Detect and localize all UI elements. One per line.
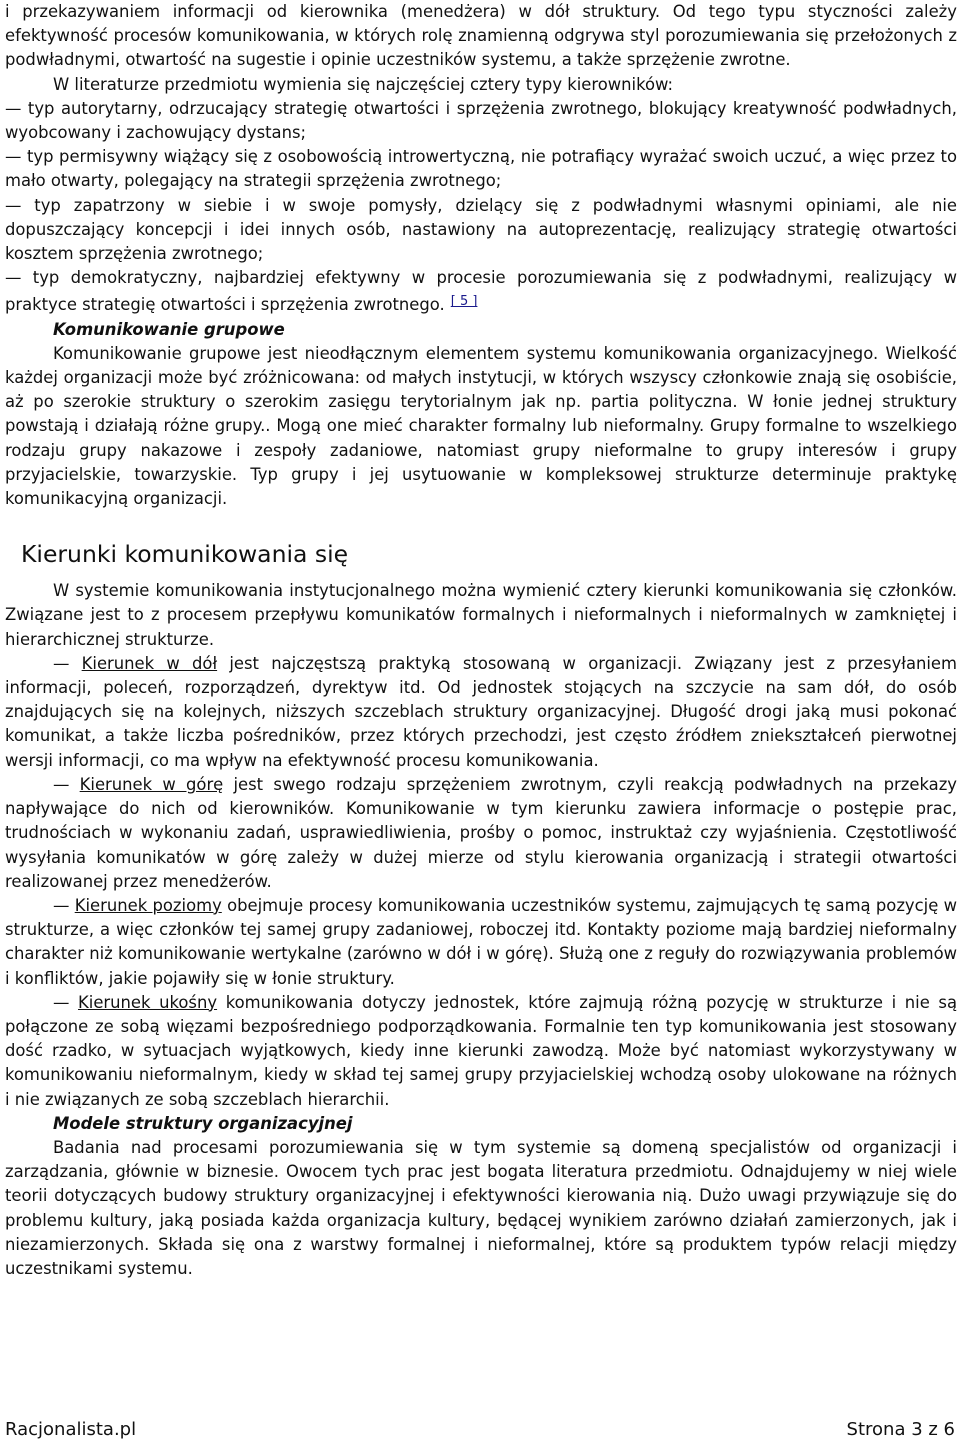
manager-type-autocratic: — typ autorytarny, odrzucający strategię otwartości i sprzężenia zwrotnego, blokujący kreatywność podwładnych, wyobcowany i zachowujący dystans; <box>5 98 957 143</box>
manager-types-intro: W literaturze przedmiotu wymienia się najczęściej cztery typy kierowników: <box>53 74 674 94</box>
manager-type-self-focused: — typ zapatrzony w siebie i w swoje pomysły, dzielący się z podwładnymi własnymi opiniami, ale nie dopuszczający koncepcji i idei innych osób, nastawiony na autoprezentację, realizujący strategię otwartości kosztem sprzężenia zwrotnego; <box>5 195 957 264</box>
direction-up-text: jest swego rodzaju sprzężeniem zwrotnym, czyli reakcją podwładnych na przekazy napływające do nich od kierowników. Komunikowanie w tym kierunku zawiera informacje o postępie prac, trudnościach w wykonaniu zadań, usprawiedliwienia, prośby o pomoc, instruktaż czy wyjaśnienia. Częstotliwość wysyłania komunikatów w górę zależy w dużej mierze od stylu kierowania organizacją i strategii otwartości realizowanej przez menedżerów. <box>5 774 957 891</box>
dash-mark: — <box>53 895 75 915</box>
directions-intro-paragraph: W systemie komunikowania instytucjonalnego można wymienić cztery kierunki komunikowania się członków. Związane jest to z procesem przepływu komunikatów formalnych i nieformalnych i nieformalnych w zamkniętej i hierarchicznej strukturze. <box>5 581 957 649</box>
direction-diagonal-text: komunikowania dotyczy jednostek, które zajmują różną pozycję w strukturze i nie są połączone ze sobą więzami bezpośredniego podporządkowania. Formalnie ten typ komunikowania jest stosowany dość rzadko, w sytuacjach wyjątkowych, kiedy inne kierunki zawodzą. Może być natomiast wykorzystywany w komunikowaniu nieformalnym, kiedy w skład tej samej grupy przyjacielskiej wchodzą osoby ulokowane na różnych i nie związanych ze sobą szczeblach hierarchii. <box>5 992 958 1109</box>
direction-horizontal-text: obejmuje procesy komunikowania uczestników systemu, zajmujących tę samą pozycję w strukturze, a więc członków tej samej grupy zadaniowej, roboczej itd. Kontakty poziome mają bardziej nieformalny charakter niż komunikowanie wertykalne (zarówno w dół i w górę). Służą one z reguły do rozwiązywania problemów i konfliktów, jakie pojawiły się w łonie struktury. <box>5 895 957 988</box>
manager-type-permissive: — typ permisywny wiążący się z osobowością introwertyczną, nie potrafiący wyrażać swoich uczuć, a więc przez to mało otwarty, polegający na strategii sprzężenia zwrotnego; <box>5 147 957 191</box>
group-communication-paragraph: Komunikowanie grupowe jest nieodłącznym elementem systemu komunikowania organizacyjnego. Wielkość każdej organizacji może być zróżnicowana: od małych instytucji, w których wszyscy członkowie znają się osobiście, aż po szerokie struktury o szerokim zasięgu terytorialnym jak np. partia polityczna. W łonie jednej struktury powstają i działają różne grupy.. Mogą one mieć charakter formalny lub nieformalny. Grupy formalne to wszelkiego rodzaju grupy nakazowe i zespoły zadaniowe, natomiast grupy nieformalne to grupy interesów i grupy przyjacielskie, towarzyskie. Typ grupy i jej usytuowanie w kompleksowej strukturze determinuje praktykę komunikacyjną organizacji. <box>5 343 957 509</box>
dash-mark: — <box>53 653 82 673</box>
direction-up-link[interactable]: Kierunek w górę <box>79 774 224 794</box>
manager-types-list <box>5 97 957 318</box>
dash-mark: — <box>53 774 80 794</box>
footer-page-number: Strona 3 z 6 <box>846 1419 955 1440</box>
manager-type-democratic-text: — typ demokratyczny, najbardziej efektywny w procesie porozumiewania się z podwładnymi, realizujący w praktyce strategię otwartości i sprzężenia zwrotnego. <box>5 268 957 315</box>
structure-models-heading: Modele struktury organizacyjnej <box>53 1113 353 1133</box>
footnote-reference-link[interactable]: [ 5 ] <box>450 294 478 310</box>
direction-horizontal-paragraph <box>5 894 957 991</box>
direction-down-paragraph <box>5 652 957 773</box>
direction-diagonal-paragraph <box>5 991 957 1112</box>
direction-horizontal-link[interactable]: Kierunek poziomy <box>74 895 222 915</box>
structure-models-paragraph: Badania nad procesami porozumiewania się w tym systemie są domeną specjalistów od organizacji i zarządzania, głównie w biznesie. Owocem tych prac jest bogata literatura przedmiotu. Odnajdujemy w niej wiele teorii dotyczących budowy struktury organizacyjnej i efektywności kierowania nią. Dużo uwagi przywiązuje się do problemu kultury, jaką posiada każda organizacja kultury, będącej wynikiem zarówno działań zamierzonych, jak i niezamierzonych. Składa się ona z warstwy formalnej i nieformalnej, które są produktem typów relacji między uczestnikami systemu. <box>5 1137 957 1278</box>
direction-up-paragraph <box>5 773 957 894</box>
direction-diagonal-link[interactable]: Kierunek ukośny <box>78 992 218 1012</box>
document-page <box>5 0 957 1281</box>
dash-mark: — <box>53 992 79 1012</box>
direction-down-link[interactable]: Kierunek w dół <box>81 653 218 673</box>
group-communication-heading: Komunikowanie grupowe <box>53 319 285 339</box>
intro-paragraph: i przekazywaniem informacji od kierownika (menedżera) w dół struktury. Od tego typu styczności zależy efektywność procesów komunikowania, w których rolę znamienną odgrywa styl porozumiewania się przełożonych z podwładnymi, otwartość na sugestie i opinie uczestników systemu, a także sprzężenie zwrotne. <box>5 2 957 70</box>
direction-down-text: jest najczęstszą praktyką stosowaną w organizacji. Związany jest z przesyłaniem informacji, poleceń, rozporządzeń, dyrektyw itd. Od jednostek stojących na szczycie na sam dół, do osób znajdujących się na kolejnych, niższych szczeblach struktury organizacyjnej. Długość drogi jaką musi pokonać komunikat, a także liczba pośredników, przez których przechodzi, jest często źródłem zniekształceń pierwotnej wersji informacji, co ma wpływ na efektywność procesu komunikowania. <box>5 653 957 770</box>
section-title-directions: Kierunki komunikowania się <box>21 540 349 569</box>
footer-site-name: Racjonalista.pl <box>5 1419 137 1440</box>
page-footer <box>5 1418 955 1442</box>
manager-type-democratic <box>5 266 957 317</box>
